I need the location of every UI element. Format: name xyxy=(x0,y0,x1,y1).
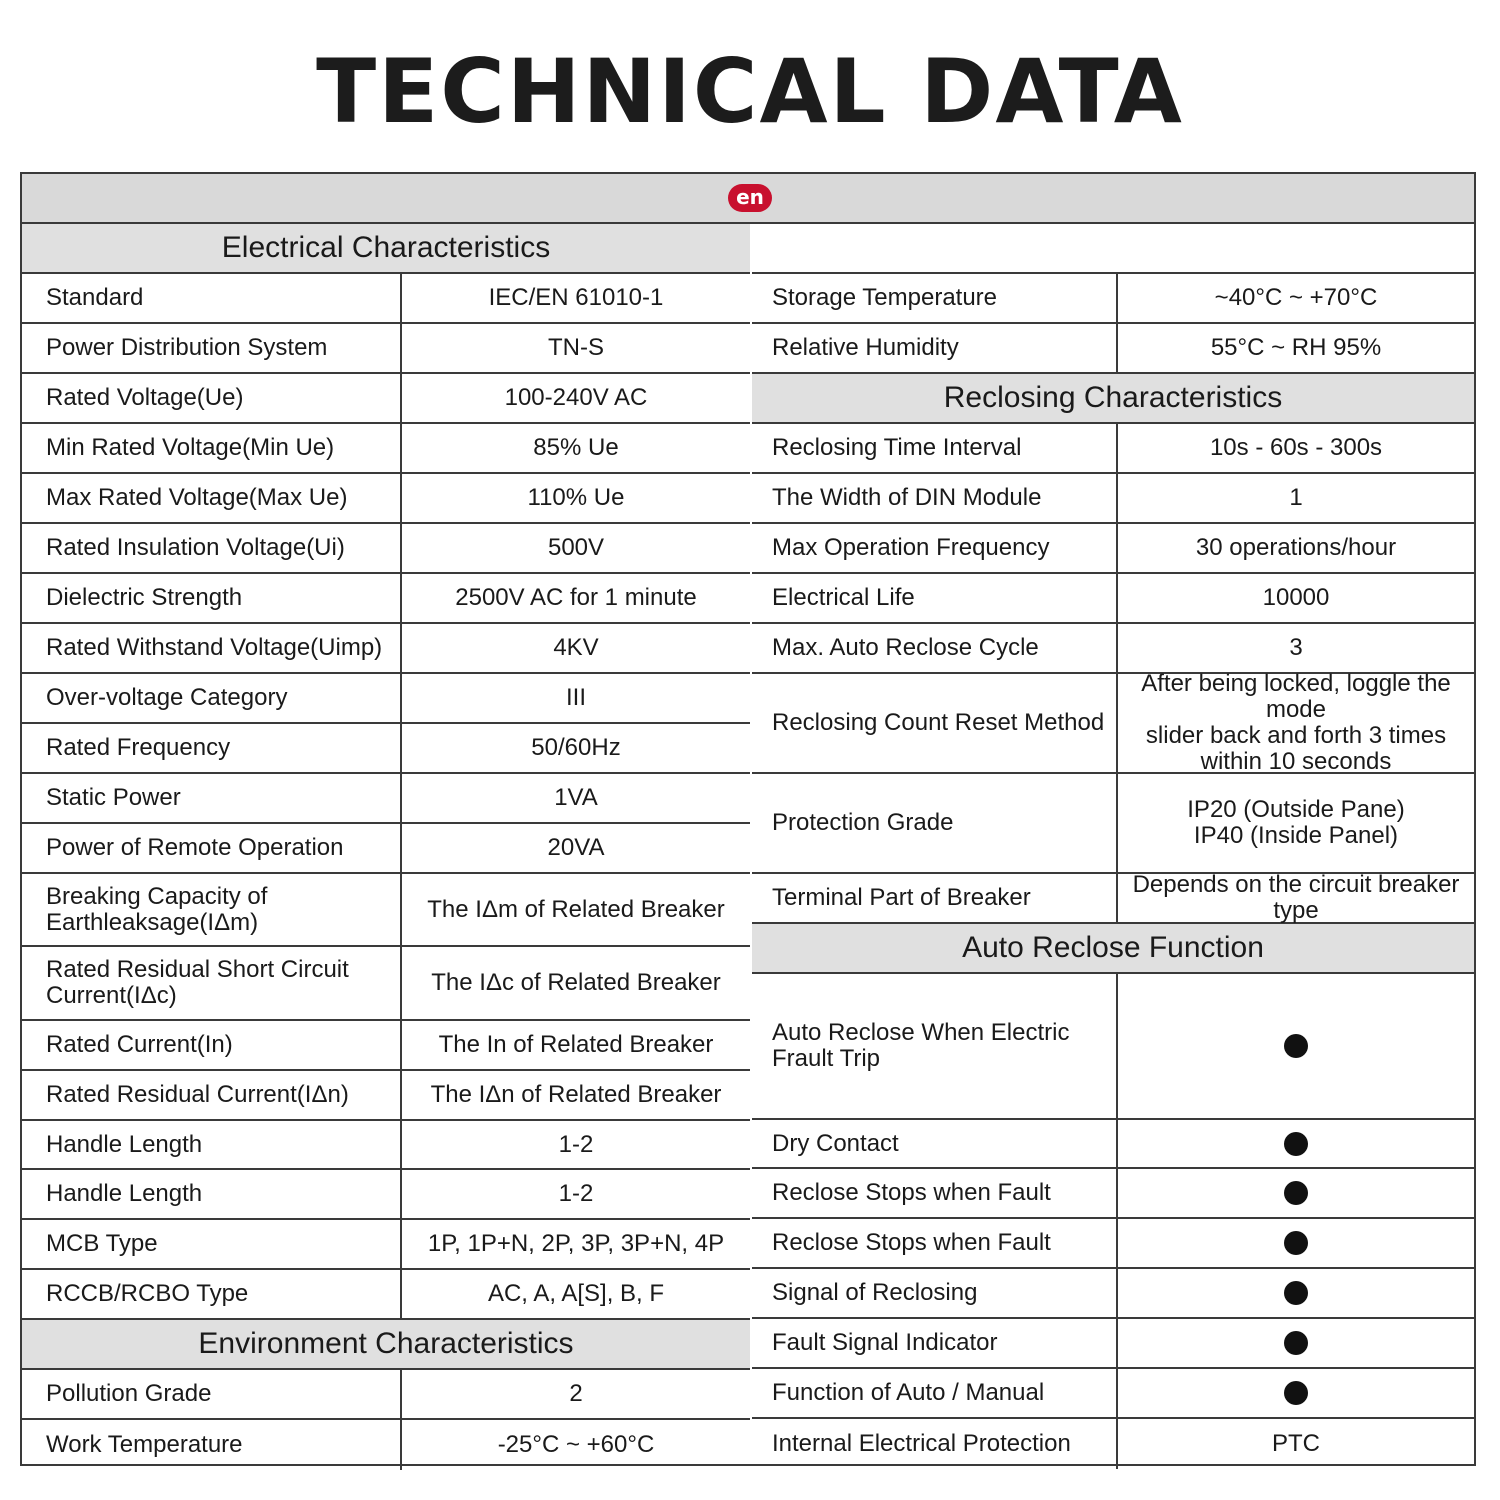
row-value: After being locked, loggle the mode slider back and forth 3 times within 10 seconds xyxy=(1116,674,1474,772)
table-row xyxy=(752,574,1474,624)
row-label: Rated Current(In) xyxy=(46,1031,233,1058)
page-title: TECHNICAL DATA xyxy=(316,40,1184,143)
row-value xyxy=(1116,1369,1474,1417)
row-value xyxy=(1116,1120,1474,1167)
row-label: Reclose Stops when Fault xyxy=(772,1229,1051,1256)
table-row xyxy=(22,947,750,1021)
row-label: Terminal Part of Breaker xyxy=(772,884,1031,911)
row-value: 1P, 1P+N, 2P, 3P, 3P+N, 4P xyxy=(400,1220,750,1268)
row-value: 1-2 xyxy=(400,1121,750,1168)
table-row xyxy=(22,624,750,674)
language-badge: en xyxy=(728,184,772,212)
language-header xyxy=(22,174,1474,224)
table-row xyxy=(22,274,750,324)
table-row xyxy=(752,624,1474,674)
table-row xyxy=(752,1319,1474,1369)
supported-dot-icon xyxy=(1284,1381,1308,1405)
row-label: Protection Grade xyxy=(772,809,954,836)
table-row xyxy=(22,574,750,624)
row-label: Work Temperature xyxy=(46,1431,243,1458)
row-label: Reclose Stops when Fault xyxy=(772,1179,1051,1206)
row-value xyxy=(1116,1169,1474,1217)
table-row xyxy=(752,871,1474,924)
row-value: The IΔn of Related Breaker xyxy=(400,1071,750,1119)
row-value: 50/60Hz xyxy=(400,724,750,772)
row-label: Relative Humidity xyxy=(772,334,959,361)
supported-dot-icon xyxy=(1284,1181,1308,1205)
row-value: 1VA xyxy=(400,774,750,822)
table-row xyxy=(22,1420,750,1470)
table-row xyxy=(752,974,1474,1120)
table-row xyxy=(22,724,750,774)
row-value xyxy=(1116,974,1474,1118)
row-value: The IΔc of Related Breaker xyxy=(400,947,750,1019)
row-label: Static Power xyxy=(46,784,181,811)
row-label: Function of Auto / Manual xyxy=(772,1379,1045,1406)
row-value: 2 xyxy=(400,1370,750,1418)
row-value: 110% Ue xyxy=(400,474,750,522)
row-label: Rated Insulation Voltage(Ui) xyxy=(46,534,345,561)
row-value: IEC/EN 61010-1 xyxy=(400,274,750,322)
table-row xyxy=(22,1071,750,1121)
table-row xyxy=(22,874,750,947)
table-row xyxy=(752,524,1474,574)
table-row xyxy=(22,774,750,824)
table-row xyxy=(752,1269,1474,1319)
row-label: Max. Auto Reclose Cycle xyxy=(772,634,1039,661)
table-row xyxy=(22,1021,750,1071)
row-value: -25°C ~ +60°C xyxy=(400,1420,750,1470)
section-electrical xyxy=(22,224,750,274)
supported-dot-icon xyxy=(1284,1231,1308,1255)
row-label: The Width of DIN Module xyxy=(772,484,1042,511)
row-value: 100-240V AC xyxy=(400,374,750,422)
table-row xyxy=(752,474,1474,524)
row-value: III xyxy=(400,674,750,722)
row-label: Standard xyxy=(46,284,144,311)
row-value: 1-2 xyxy=(400,1170,750,1218)
section-environment-title: Environment Characteristics xyxy=(198,1327,574,1360)
table-row xyxy=(22,1220,750,1270)
row-label: Storage Temperature xyxy=(772,284,998,311)
row-label: Electrical Life xyxy=(772,584,915,611)
table-row xyxy=(22,824,750,874)
table-row xyxy=(22,374,750,424)
row-label: Over-voltage Category xyxy=(46,684,288,711)
supported-dot-icon xyxy=(1284,1331,1308,1355)
table-row xyxy=(752,1369,1474,1419)
row-value: 3 xyxy=(1116,624,1474,672)
row-label: Handle Length xyxy=(46,1130,203,1158)
table-row xyxy=(22,524,750,574)
row-label: Rated Withstand Voltage(Uimp) xyxy=(46,634,383,661)
row-label: Rated Residual Short Circuit Current(IΔc) xyxy=(46,956,349,1009)
table-row xyxy=(752,1219,1474,1269)
section-reclosing-title: Reclosing Characteristics xyxy=(943,381,1283,414)
table-row xyxy=(22,1270,750,1320)
row-value xyxy=(1116,1269,1474,1317)
supported-dot-icon xyxy=(1284,1132,1308,1156)
row-label: Handle Length xyxy=(46,1180,203,1207)
row-value: AC, A, A[S], B, F xyxy=(400,1270,750,1318)
row-value: 2500V AC for 1 minute xyxy=(400,574,750,622)
table-row xyxy=(22,474,750,524)
row-label: Reclosing Time Interval xyxy=(772,434,1022,461)
row-value xyxy=(1116,1219,1474,1267)
section-environment xyxy=(22,1320,750,1370)
row-value: TN-S xyxy=(400,324,750,372)
table-row xyxy=(752,1120,1474,1169)
row-label: Fault Signal Indicator xyxy=(772,1329,998,1356)
row-value: PTC xyxy=(1116,1419,1474,1469)
row-value: 30 operations/hour xyxy=(1116,524,1474,572)
row-value: The In of Related Breaker xyxy=(400,1021,750,1069)
row-value: 20VA xyxy=(400,824,750,872)
row-label: Power Distribution System xyxy=(46,334,328,361)
row-label: MCB Type xyxy=(46,1230,158,1257)
row-value: 10000 xyxy=(1116,574,1474,622)
row-value: 10s - 60s - 300s xyxy=(1116,424,1474,472)
row-value: IP20 (Outside Pane) IP40 (Inside Panel) xyxy=(1116,774,1474,872)
row-label: Auto Reclose When Electric Frault Trip xyxy=(772,1019,1070,1072)
row-label: Min Rated Voltage(Min Ue) xyxy=(46,434,335,461)
supported-dot-icon xyxy=(1284,1034,1308,1058)
table-row xyxy=(22,1370,750,1420)
row-label: Pollution Grade xyxy=(46,1380,212,1407)
table-row xyxy=(22,674,750,724)
section-auto-reclose xyxy=(752,924,1474,974)
table-row xyxy=(22,324,750,374)
row-label: Max Operation Frequency xyxy=(772,534,1050,561)
table-row xyxy=(22,424,750,474)
row-label: Power of Remote Operation xyxy=(46,834,344,861)
table-row xyxy=(752,274,1474,324)
table-row xyxy=(752,774,1474,874)
row-value: 4KV xyxy=(400,624,750,672)
table-row xyxy=(752,324,1474,374)
row-value: ~40°C ~ +70°C xyxy=(1116,274,1474,322)
table-row xyxy=(22,1121,750,1170)
row-value xyxy=(1116,1319,1474,1367)
section-reclosing xyxy=(752,374,1474,424)
row-label: Breaking Capacity of Earthleaksage(IΔm) xyxy=(46,882,268,936)
section-auto-reclose-title: Auto Reclose Function xyxy=(962,931,1264,964)
row-value: The IΔm of Related Breaker xyxy=(400,874,750,945)
row-label: Signal of Reclosing xyxy=(772,1279,978,1306)
table-row xyxy=(752,670,1474,775)
table-row xyxy=(752,1169,1474,1219)
table-row xyxy=(22,1170,750,1220)
row-label: Max Rated Voltage(Max Ue) xyxy=(46,484,348,511)
blank-header-cell xyxy=(752,224,1474,274)
section-electrical-title: Electrical Characteristics xyxy=(221,231,551,264)
row-value: Depends on the circuit breaker type xyxy=(1116,874,1474,922)
row-label: RCCB/RCBO Type xyxy=(46,1280,249,1307)
row-value: 85% Ue xyxy=(400,424,750,472)
row-value: 1 xyxy=(1116,474,1474,522)
row-label: Rated Frequency xyxy=(46,734,231,761)
table-row xyxy=(752,1419,1474,1469)
row-value: 55°C ~ RH 95% xyxy=(1116,324,1474,372)
row-value: 500V xyxy=(400,524,750,572)
row-label: Rated Voltage(Ue) xyxy=(46,384,244,411)
row-label: Internal Electrical Protection xyxy=(772,1430,1071,1457)
supported-dot-icon xyxy=(1284,1281,1308,1305)
row-label: Dielectric Strength xyxy=(46,584,243,611)
row-label: Reclosing Count Reset Method xyxy=(772,709,1105,736)
technical-data-table xyxy=(20,172,1476,1466)
row-label: Dry Contact xyxy=(772,1129,899,1157)
row-label: Rated Residual Current(IΔn) xyxy=(46,1081,349,1108)
table-row xyxy=(752,424,1474,474)
